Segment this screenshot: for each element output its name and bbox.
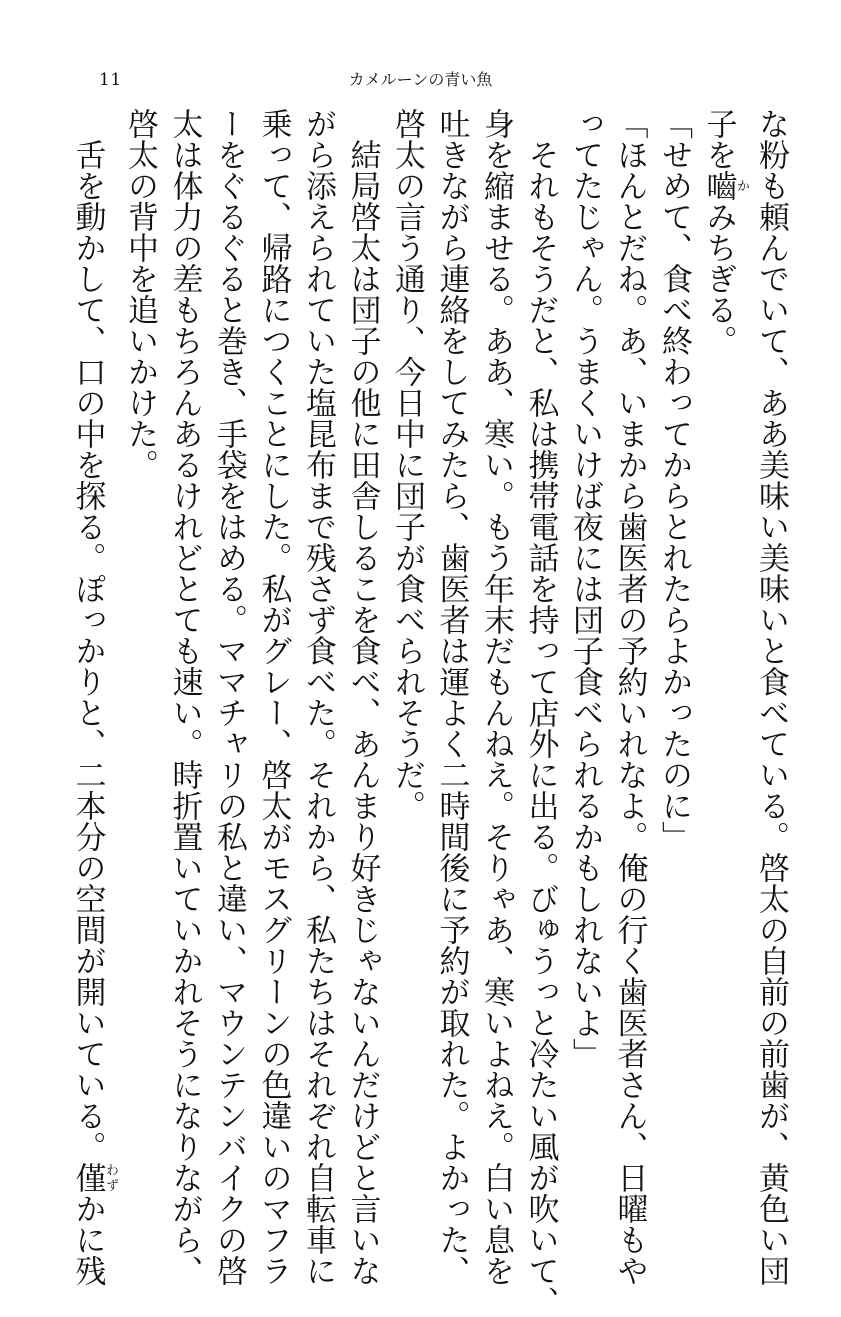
text-line: 身を縮ませる。ああ、寒い。もう年末だもんねえ。そりゃあ、寒いよねえ。白い息を (478, 108, 514, 1286)
running-title: カメルーンの青い魚 (348, 70, 493, 89)
text-line: がら添えられていた塩昆布まで残さず食べた。それから、私たちはそれぞれ自転車に (300, 108, 336, 1286)
text-line (696, 108, 749, 1118)
text-line: な粉も頼んでいて、ああ美味い美味いと食べている。啓太の自前の前歯が、黄色い団 (753, 108, 789, 1286)
text-line (65, 108, 118, 1286)
text-line: 「ほんとだね。あ、いまから歯医者の予約いれなよ。俺の行く歯医者さん、日曜もや (611, 108, 648, 1286)
text-line: 結局啓太は団子の他に田舎しるこを食べ、あんまり好きじゃないんだけどと言いな (344, 108, 381, 1286)
text-line: 太は体力の差もちろんあるけれどとても速い。時折置いていかれそうになりながら、 (166, 108, 203, 1286)
ruby-annotation: 僅わず (69, 1162, 118, 1193)
text-segment: 舌を動かして、口の中を探る。ぽっかりと、二本分の空間が開いている。 (69, 108, 106, 1162)
text-line: 啓太の背中を追いかけた。 (122, 108, 158, 480)
text-line: 「せめて、食べ終わってからとれたらよかったのに」 (656, 108, 692, 852)
ruby-annotation: 嚙か (700, 170, 749, 201)
text-line: 乗って、帰路につくことにした。私がグレー、啓太がモスグリーンの色違いのマフラ (255, 108, 292, 1286)
text-line: それもそうだと、私は携帯電話を持って店外に出る。びゅうっと冷たい風が吹いて、 (522, 108, 559, 1317)
page-number: 11 (99, 70, 122, 90)
text-line: ってたじゃん。うまくいけば夜には団子食べられるかもしれないよ」 (567, 108, 603, 1069)
vertical-body-text (69, 108, 793, 1317)
text-line: 吐きながら連絡をしてみたら、歯医者は運よく二時間後に予約が取れた。よかった、 (433, 108, 470, 1286)
text-segment: 子を (700, 108, 737, 170)
text-segment: みちぎる。 (700, 201, 737, 356)
text-line: 啓太の言う通り、今日中に団子が食べられそうだ。 (389, 108, 425, 821)
text-segment: かに残 (69, 1193, 106, 1286)
text-line: ーをぐるぐると巻き、手袋をはめる。ママチャリの私と違い、マウンテンバイクの啓 (211, 108, 247, 1286)
